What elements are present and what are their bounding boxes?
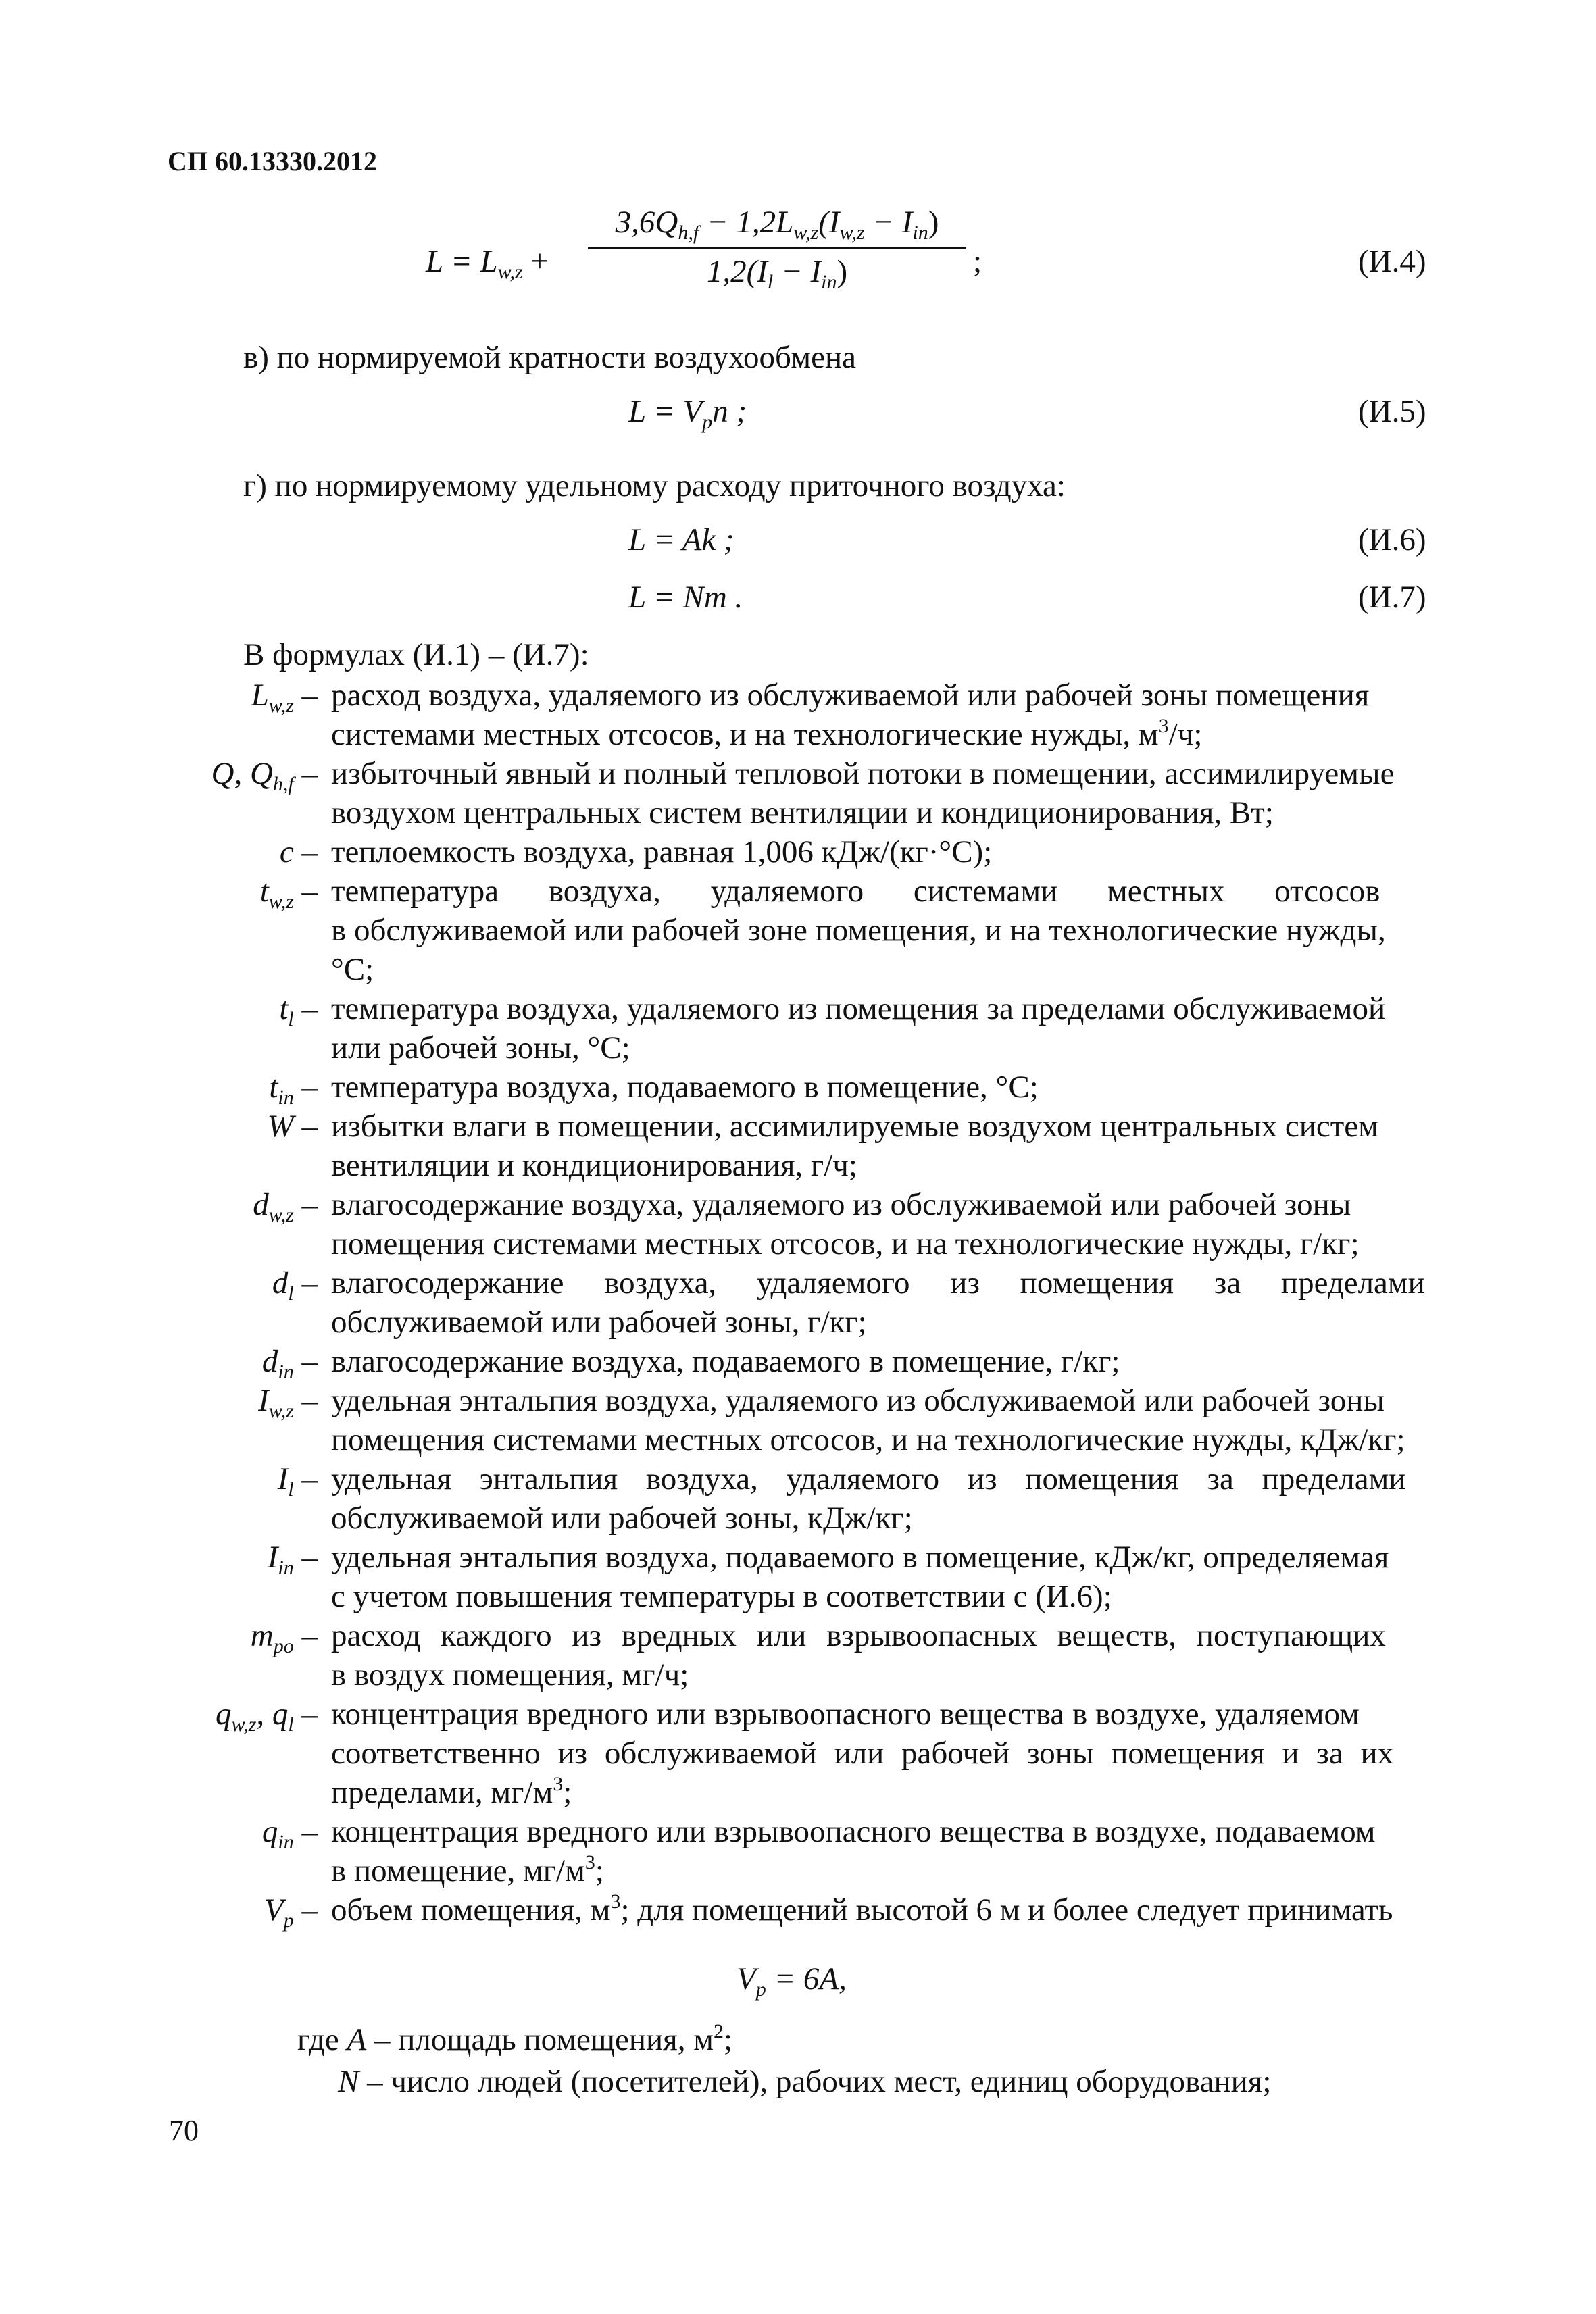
fraction bbox=[588, 203, 966, 291]
equation-number-i5: (И.5) bbox=[1358, 394, 1426, 429]
page-number: 70 bbox=[169, 2114, 199, 2147]
formulas-intro: В формулах (И.1) – (И.7): bbox=[243, 637, 589, 672]
equation-number-i4: (И.4) bbox=[1358, 244, 1426, 279]
fraction-bar bbox=[588, 247, 966, 249]
n-definition: N – число людей (посетителей), рабочих мест, единиц оборудования; bbox=[338, 2064, 1272, 2099]
equation-number-i6: (И.6) bbox=[1358, 522, 1426, 557]
equation-number-i7: (И.7) bbox=[1358, 580, 1426, 615]
fraction-denominator: $1,2(I_l - I_{in})$ bbox=[706, 254, 848, 293]
equation-i6: L = Ak ; bbox=[628, 522, 734, 557]
item-v: в) по нормируемой кратности воздухообмена bbox=[243, 340, 857, 375]
equation-i7: L = Nm . bbox=[628, 580, 743, 615]
where-a-definition: где A – площадь помещения, $м^2$; bbox=[297, 2020, 733, 2057]
vp-formula: $V_p = 6A$, bbox=[737, 1961, 847, 2001]
equation-i5: $L = V_pn$ ; bbox=[628, 394, 747, 433]
document-code: СП 60.13330.2012 bbox=[168, 146, 377, 176]
document-page: СП 60.13330.2012 $L = L_{w,z}$ + $3,6Q_{h,f} - 1,2L_{w,z}(I_{w,z} - I_{in})$ $1,2(I_l - I_{in})$ ; (И.4) в) по нормируемой кратности воздухообмена $L = V_pn$ ; (И.5) г) по нормируемому удельному расходу приточного воздуха: L = Ak ; (И.6) L = Nm . (И.7) В формулах (И.1) – (И.7): $L_{w,z}$ – расход воздуха, удаляемого из обслуживаемой или рабочей зоны помещения системами местных отсосов, и на технологические нужды, $м^3/ч$; Q, $Q_{h,f}$ – избыточный явный и полный тепловой потоки в помещении, ассимилируемые воздухом центральных систем вентиляции и кондиционирования, Вт; c – теплоемкость воздуха, равная 1,006 кДж/(кг·°С); $t_{w,z}$ – температура воздуха, удаляемого системами местных отсосов в обслуживаемой или рабочей зоне помещения, и на технологические нужды, °С; $t_l$ – температура воздуха, удаляемого из помещения за пределами обслуживаемой или рабочей зоны, °С; $t_{in}$ – температура воздуха, подаваемого в помещение, °С; W – избытки влаги в помещении, ассимилируемые воздухом центральных систем вентиляции и кондиционирования, г/ч; $d_{w,z}$ – влагосодержание воздуха, удаляемого из обслуживаемой или рабочей зоны помещения системами местных отсосов, и на технологические нужды, г/кг; $d_l$ – влагосодержание воздуха, удаляемого из помещения за пределами обслуживаемой или рабочей зоны, г/кг; $d_{in}$ – влагосодержание воздуха, подаваемого в помещение, г/кг; $I_{w,z}$ – удельная энтальпия воздуха, удаляемого из обслуживаемой или рабочей зоны помещения системами местных отсосов, и на технологические нужды, кДж/кг; $I_l$ – удельная энтальпия воздуха, удаляемого из помещения за пределами обслуживаемой или рабочей зоны, кДж/кг; $I_{in}$ – удельная энтальпия воздуха, подаваемого в помещение, кДж/кг, определяемая с учетом повышения температуры в соответствии с (И.6); $m_{po}$ – расход каждого из вредных или взрывоопасных веществ, поступающих в воздух помещения, мг/ч; $q_{w,z}$, $q_l$ – концентрация вредного или взрывоопасного вещества в воздухе, удаляемом соответственно из обслуживаемой или рабочей зоны помещения и за их пределами, $мг/м^3$; $q_{in}$ – концентрация вредного или взрывоопасного вещества в воздухе, подаваемом в помещение, $мг/м^3$; $V_p$ – объем помещения, $м^3$; для помещений высотой 6 м и более следует принимать $V_p = 6A$, где A – площадь помещения, $м^2$; N – число людей (посетителей), рабочих мест, единиц оборудования; 70 bbox=[0, 0, 1596, 2314]
equation-i4: $L = L_{w,z}$ + $3,6Q_{h,f} - 1,2L_{w,z}(I_{w,z} - I_{in})$ $1,2(I_l - I_{in})$ ; bbox=[426, 203, 980, 318]
item-g: г) по нормируемому удельному расходу приточного воздуха: bbox=[243, 468, 1066, 503]
fraction-numerator: $3,6Q_{h,f} - 1,2L_{w,z}(I_{w,z} - I_{in})$ bbox=[615, 205, 939, 244]
